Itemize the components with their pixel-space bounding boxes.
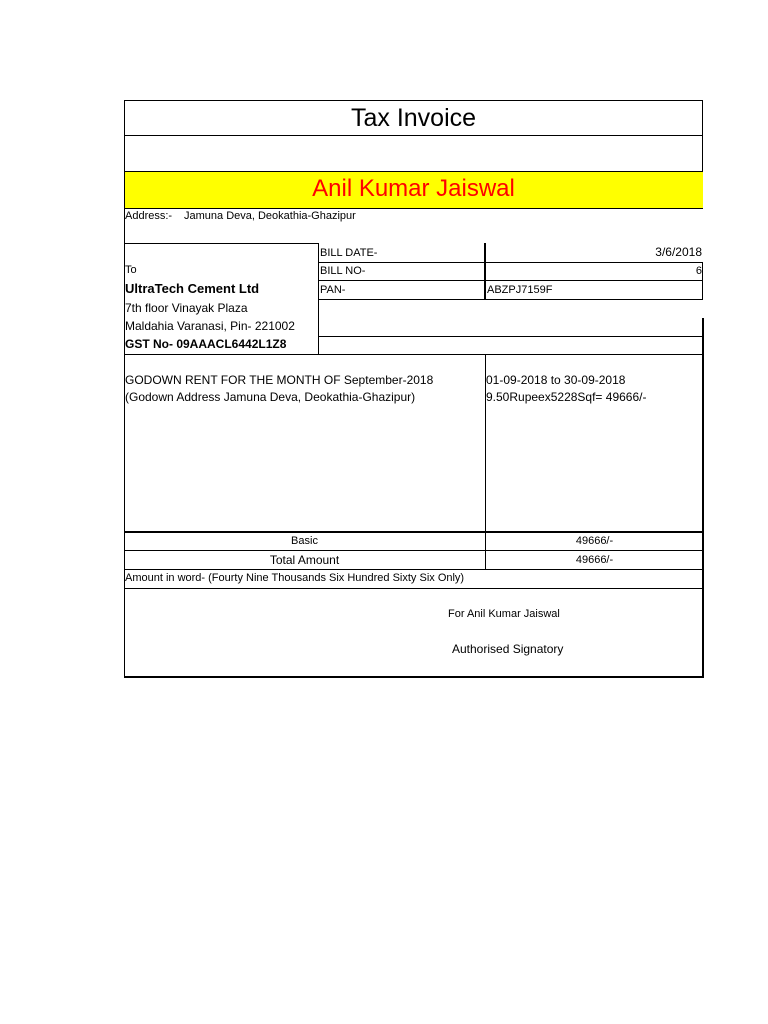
- divider-address: [124, 243, 318, 244]
- recipient-to-label: To: [125, 264, 137, 276]
- divider-title: [124, 135, 703, 136]
- recipient-gst: GST No- 09AAACL6442L1Z8: [125, 337, 287, 351]
- divider-words-bottom: [124, 588, 703, 589]
- billinfo-right-line: [702, 262, 703, 300]
- signature-for-line: For Anil Kumar Jaiswal: [448, 608, 560, 620]
- billinfo-row4: [318, 336, 703, 337]
- billinfo-row2: [318, 280, 703, 281]
- item-description-line2: (Godown Address Jamuna Deva, Deokathia-Ghazipur): [125, 390, 416, 404]
- recipient-address-line2: Maldahia Varanasi, Pin- 221002: [125, 319, 295, 333]
- seller-address-label: Address:-: [125, 210, 173, 222]
- divider-basic-bottom: [124, 550, 703, 551]
- bill-no-label: BILL NO-: [320, 265, 366, 277]
- total-amount-label: Total Amount: [269, 553, 340, 567]
- item-period: 01-09-2018 to 30-09-2018: [486, 373, 626, 387]
- border-top: [124, 100, 703, 101]
- item-description-line1: GODOWN RENT FOR THE MONTH OF September-2018: [125, 373, 434, 387]
- bill-no: 6: [695, 265, 702, 277]
- divider-basic-top: [124, 531, 704, 533]
- divider-total-bottom: [124, 569, 703, 570]
- item-calculation: 9.50Rupeex5228Sqf= 49666/-: [486, 390, 647, 404]
- pan-value: ABZPJ7159F: [487, 284, 553, 296]
- seller-address: Jamuna Deva, Deokathia-Ghazipur: [184, 210, 356, 222]
- divider-band-top: [124, 171, 703, 172]
- seller-name: Anil Kumar Jaiswal: [312, 175, 515, 202]
- recipient-address-line1: 7th floor Vinayak Plaza: [125, 301, 248, 315]
- bill-date-label: BILL DATE-: [320, 247, 378, 259]
- amount-in-words: Amount in word- (Fourty Nine Thousands Six Hundred Sixty Six Only): [125, 572, 465, 584]
- authorised-signatory: Authorised Signatory: [452, 642, 564, 656]
- billinfo-row3: [318, 299, 703, 300]
- bill-date: 3/6/2018: [655, 245, 702, 259]
- border-bottom: [124, 676, 704, 678]
- pan-label: PAN-: [320, 284, 346, 296]
- billinfo-col-divider: [484, 243, 486, 299]
- recipient-box-bottom: [124, 354, 703, 355]
- total-amount-value: 49666/-: [575, 554, 614, 566]
- basic-value: 49666/-: [575, 535, 614, 547]
- recipient-company: UltraTech Cement Ltd: [125, 281, 260, 296]
- border-right-lower: [702, 318, 704, 678]
- billinfo-row1: [318, 262, 703, 263]
- basic-label: Basic: [291, 535, 318, 547]
- invoice-title: Tax Invoice: [350, 104, 477, 132]
